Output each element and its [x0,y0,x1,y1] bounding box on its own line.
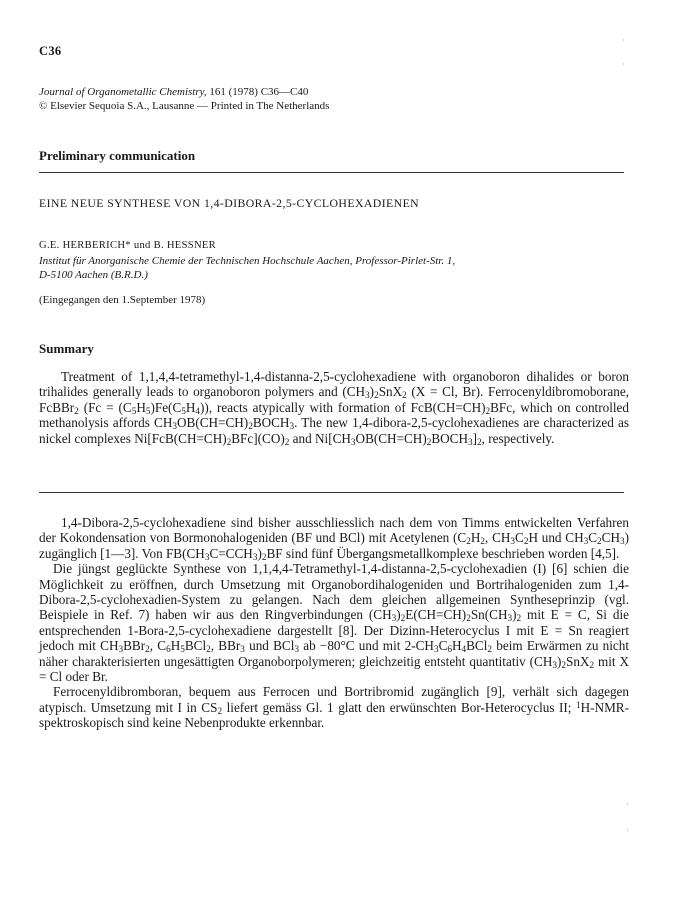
summary-paragraph: Treatment of 1,1,4,4-tetramethyl-1,4-distanna-2,5-cyclohexadiene with organoboron dihalides or boron trihalides generally leads to organoboron polymers and $(CH_3)_2SnX_2$ (X = Cl, Br). Ferrocenyldibromoborane, FcBBr$_2$ $(Fc = (C_5H_5)Fe(C_5H_4))$, reacts atypically with formation of $FcB(CH=CH)_2BFc$, which on controlled methanolysis affords $CH_3OB(CH=CH)_2BOCH_3$. The new 1,4-dibora-2,5-cyclohexadienes are characterized as nickel complexes $Ni[FcB(CH=CH)_2BFc](CO)_2$ and $Ni[CH_3OB(CH=CH)_2BOCH_3]_2$, respectively. [39,369,629,447]
rule-summary-end [39,492,624,493]
body-paragraph-2: Die jüngst geglückte Synthese von 1,1,4,4-Tetramethyl-1,4-distanna-2,5-cyclohexadien (I) [6] schien die Möglichkeit zu eröffnen, durch Umsetzung mit Organobordihalogeniden und Bortrihalogeniden zum 1,4-Dibora-2,5-cyclohexadien-System zu gelangen. Nach dem gleichen allgemeinen Syntheseprinzip (vgl. Beispiele in Ref. 7) haben wir aus den Ringverbindungen $(CH_3)_2E(CH=CH)_2Sn(CH_3)_2$ mit E = C, Si die entsprechenden 1-Bora-2,5-cyclohexadiene dargestellt [8]. Der Dizinn-Heterocyclus I mit E = Sn reagiert jedoch mit $CH_3BBr_2$, $C_6H_5BCl_2$, BBr$_3$ und BCl$_3$ ab −80°C und mit $2-CH_3C_6H_4BCl_2$ beim Erwärmen zu nicht näher charakterisierten ungesättigten Organoborpolymeren; gleichzeitig entsteht quantitativ $(CH_3)_2SnX_2$ mit X = Cl oder Br. [39,561,630,685]
article-title: EINE NEUE SYNTHESE VON 1,4-DIBORA-2,5-CYCLOHEXADIENEN [39,196,420,210]
body-paragraph-1: 1,4-Dibora-2,5-cyclohexadiene sind bisher ausschliesslich nach dem von Timms entwickelten Verfahren der Kokondensation von Bormonohalogeniden (BF und BCl) mit Acetylenen ($C_2H_2$, $CH_3C_2H$ und $CH_3C_2CH_3$) zugänglich [1—3]. Von $FB(CH_3C=CCH_3)_2BF$ sind fünf Übergangsmetallkomplexe beschrieben worden [4,5]. [39,515,630,562]
journal-header [39,85,619,113]
summary-text [39,369,629,446]
affiliation-line-1: Institut für Anorganische Chemie der Technischen Hochschule Aachen, Professor-Pirlet-Str. 1, [39,255,456,267]
rule-top [39,172,624,173]
journal-citation: 161 (1978) C36—C40 [209,86,309,98]
journal-name: Journal of Organometallic Chemistry, [39,86,207,98]
margin-speck: · [626,800,629,809]
journal-citation-line [39,85,619,99]
margin-speck: · [626,826,629,835]
affiliation [39,254,624,282]
summary-heading: Summary [39,341,94,356]
body-text [39,515,629,731]
affiliation-line-2: D-5100 Aachen (B.R.D.) [39,269,148,281]
journal-publisher: © Elsevier Sequoia S.A., Lausanne — Printed in The Netherlands [39,100,330,112]
section-label: Preliminary communication [39,148,196,163]
body-paragraph-3: Ferrocenyldibromboran, bequem aus Ferrocen und Bortribromid zugänglich [9], verhält sich dagegen atypisch. Umsetzung mit I in $CS_2$ liefert gemäss Gl. 1 glatt den erwünschten Bor-Heterocyclus II; $^1$H-NMR-spektroskopisch sind keine Nebenprodukte erkennbar. [39,684,629,731]
margin-speck: · [622,36,625,45]
margin-speck: · [622,60,625,69]
received-date: (Eingegangen den 1.September 1978) [39,294,206,306]
page-number: C36 [39,44,62,58]
authors: G.E. HERBERICH* und B. HESSNER [39,240,217,251]
